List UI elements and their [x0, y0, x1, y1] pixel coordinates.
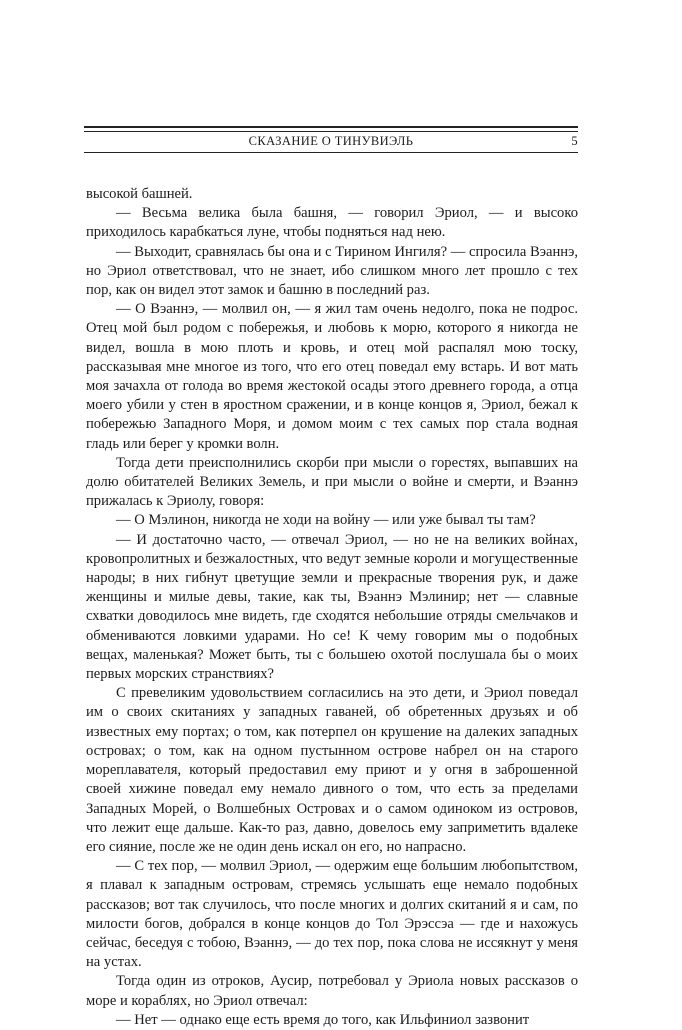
running-title: СКАЗАНИЕ О ТИНУВИЭЛЬ: [248, 134, 414, 148]
page-number: 5: [571, 134, 578, 148]
header-rule-bottom: [84, 152, 578, 153]
header-rule-thick: [84, 126, 578, 128]
body-text: [86, 185, 578, 1030]
paragraph: — Выходит, сравнялась бы она и с Тирином Ингиля? — спросила Вэаннэ, но Эриол ответствовал, что не знает, ибо слишком много лет прошло с тех пор, как он видел этот замок и башню в последний раз.: [86, 243, 578, 299]
paragraph: — Нет — однако еще есть время до того, как Ильфиниол зазвонит: [116, 1011, 530, 1028]
paragraph: — О Мэлинон, никогда не ходи на войну — или уже бывал ты там?: [116, 512, 536, 529]
paragraph: С превеликим удовольствием согласились на это дети, и Эриол поведал им о своих скитаниях у западных гаваней, об обретенных друзьях и об известных ему портах; о том, как потерпел он крушение на далеких западных островах; о том, как на одном пустынном острове набрел он на старого мореплавателя, который предоставил ему приют и у огня в заброшенной своей хижине поведал ему немало дивного о том, что есть за пределами Западных Морей, о Волшебных Островах и о самом одиноком из островов, что лежит еще дальше. Как-то раз, давно, довелось ему заприметить вдалеке его сияние, после же не один день искал он его, но напрасно.: [86, 685, 578, 855]
paragraph: — О Вэаннэ, — молвил он, — я жил там очень недолго, пока не подрос. Отец мой был родом с побережья, и любовь к морю, которого я никогда не видел, вошла в мою плоть и кровь, и отец мой распалял мою тоску, рассказывая мне многое из того, что его отец поведал ему встарь. И вот мать моя зачахла от голода во время жестокой осады этого древнего города, а отца моего убили у стен в яростном сражении, и в конце концов я, Эриол, бежал к побережью Западного Моря, и домом моим с тех самых пор стала водная гладь или берег у кромки волн.: [86, 301, 578, 452]
paragraph: — С тех пор, — молвил Эриол, — одержим еще большим любопытством, я плавал к западным островам, стремясь услышать еще немало подобных рассказов; вот так случилось, что после многих и долгих скитаний я и сам, по милости богов, добрался в конце концов до Тол Эрэссэа — где и нахожусь сейчас, беседуя с тобою, Вэаннэ, — до тех пор, пока слова не иссякнут у меня на устах.: [86, 858, 578, 971]
running-head: [84, 134, 578, 152]
paragraph: — И достаточно часто, — отвечал Эриол, — но не на великих войнах, кровопролитных и безжалостных, что ведут земные короли и могущественные народы; в них гибнут цветущие земли и прекрасные творения рук, и даже женщины и милые девы, такие, как ты, Вэаннэ Мэлинир; нет — славные схватки доводилось мне видеть, где сходятся небольшие отряды смельчаков и обмениваются ловкими ударами. Но се! К чему говорим мы о подобных вещах, маленькая? Может быть, ты с большею охотой послушала бы о моих первых морских странствиях?: [86, 531, 578, 683]
paragraph: высокой башней.: [86, 186, 193, 202]
paragraph: Тогда один из отроков, Аусир, потребовал у Эриола новых рассказов о море и кораблях, но Эриол отвечал:: [86, 973, 578, 1009]
header-rule-thin: [84, 131, 578, 132]
paragraph: Тогда дети преисполнились скорби при мысли о горестях, выпавших на долю обитателей Великих Земель, и при мысли о войне и смерти, и Вэаннэ прижалась к Эриолу, говоря:: [86, 454, 578, 510]
paragraph: — Весьма велика была башня, — говорил Эриол, — и высоко приходилось карабкаться луне, чтобы подняться над нею.: [86, 205, 578, 241]
